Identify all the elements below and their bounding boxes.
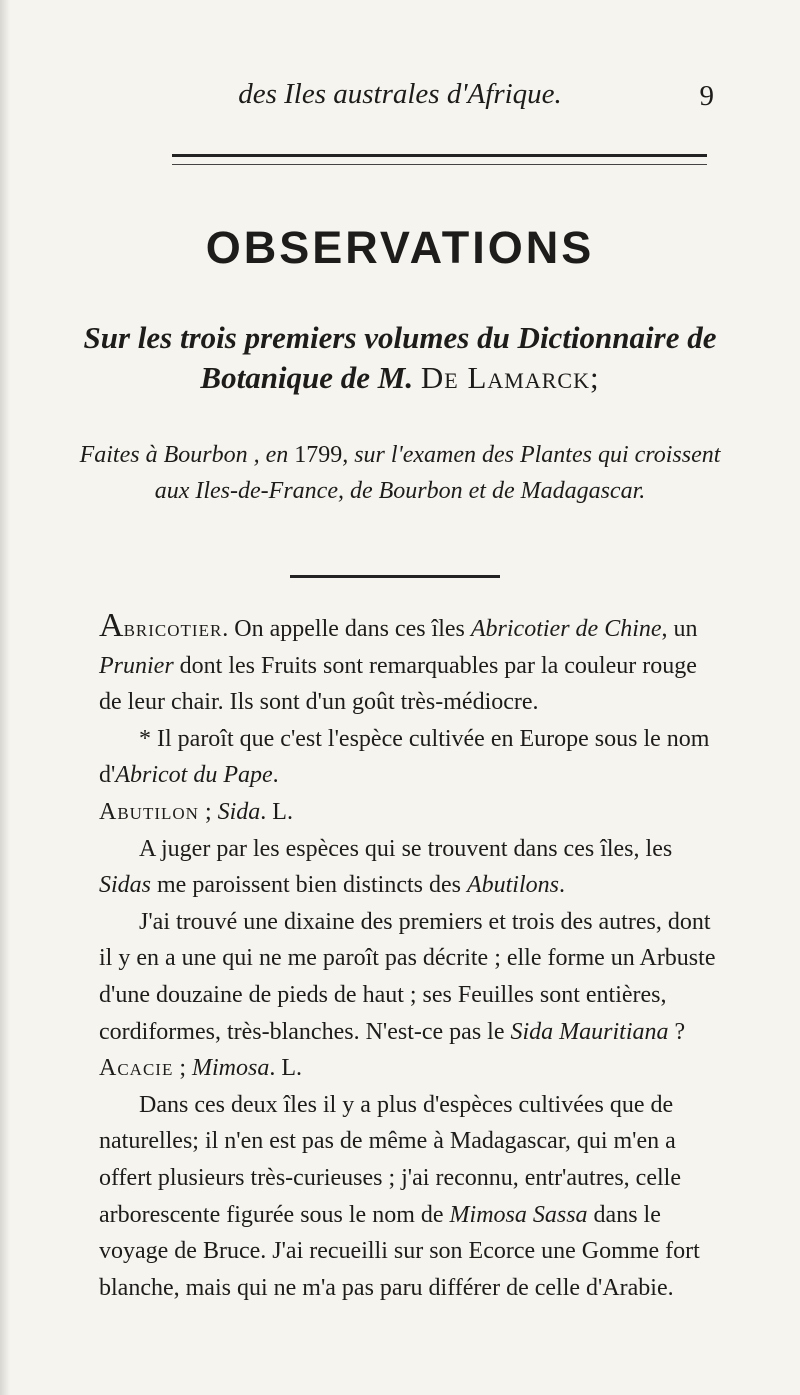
entry-authority: . L. [269, 1055, 303, 1082]
entry-text: ? [668, 1018, 686, 1045]
entry-italic: Mimosa Sassa [449, 1201, 588, 1228]
note-line-1a: Faites à Bourbon , en [79, 442, 295, 468]
entry-abutilon-p2 [99, 904, 719, 1050]
body-text [99, 608, 719, 1306]
entry-text: , un [661, 616, 698, 642]
subtitle-line-2 [0, 360, 800, 396]
header-rule [172, 154, 707, 165]
entry-text: ; [173, 1055, 193, 1082]
subtitle-botanique: Botanique de M. [200, 360, 414, 395]
entry-head-abricotier: bricotier [123, 616, 223, 642]
running-title: des Iles australes d'Afrique. [238, 78, 562, 110]
page-gutter-shadow [0, 0, 10, 1395]
note-line-1 [0, 442, 800, 469]
page-number: 9 [699, 80, 714, 112]
entry-text: dont les Fruits sont remarquables par la couleur rouge de leur chair. Ils sont d'un goût très-médiocre. [99, 652, 697, 716]
entry-text: . [558, 872, 565, 899]
entry-genus: Sida [217, 798, 261, 825]
entry-abutilon-p1 [99, 831, 719, 904]
entry-text: dans le voyage de Bruce. J'ai recueilli sur son Ecorce une Gomme fort blanche, mais qui ne m'a pas paru différer de celle d'Arabie. [99, 1201, 700, 1301]
entry-authority: . L. [260, 798, 293, 825]
note-line-1b: , sur l'examen des Plantes qui croissent [342, 442, 721, 468]
entry-abricotier-note [99, 721, 719, 794]
entry-italic: Sidas [99, 872, 152, 899]
note-line-2: aux Iles-de-France, de Bourbon et de Madagascar. [154, 478, 646, 504]
entry-text: J'ai trouvé une dixaine des premiers et trois des autres, dont il y en a une qui ne me paroît pas décrite ; elle forme un Arbuste d'une douzaine de pieds de haut ; ses Feuilles sont entières, cordiformes, très-blanches. N'est-ce pas le [99, 908, 716, 1045]
entry-text: ; [198, 798, 218, 825]
running-head [0, 78, 800, 118]
entry-italic: Abricotier de Chine [470, 616, 662, 642]
entry-genus: Mimosa [192, 1055, 270, 1082]
section-rule [290, 575, 500, 578]
note-year: 1799 [294, 442, 343, 468]
drop-initial: A [99, 607, 124, 644]
entry-text: A juger par les espèces qui se trouvent dans ces îles, les [139, 835, 673, 862]
entry-italic: Prunier [99, 652, 174, 679]
entry-abricotier [99, 608, 719, 721]
entry-acacie [99, 1050, 719, 1087]
entry-italic: Abricot du Pape [115, 762, 273, 789]
section-heading: OBSERVATIONS [205, 222, 595, 273]
entry-text: Dans ces deux îles il y a plus d'espèces cultivées que de naturelles; il n'en est pas de même à Madagascar, qui m'en a offert plusieurs très-curieuses ; j'ai reconnu, entr'autres, celle arborescente figurée sous le nom de [99, 1091, 681, 1228]
entry-head-acacie: Acacie [99, 1055, 174, 1082]
entry-head-abutilon: Abutilon [99, 798, 199, 825]
entry-abutilon [99, 794, 719, 831]
subtitle-line-1: Sur les trois premiers volumes du Dictionnaire de [83, 320, 717, 355]
entry-text: * Il paroît que c'est l'espèce cultivée en Europe sous le nom d' [99, 725, 710, 789]
entry-text: . On appelle dans ces îles [222, 616, 471, 642]
entry-text: . [272, 762, 279, 789]
entry-italic: Abutilons [466, 872, 559, 899]
subtitle-author: De Lamarck [420, 360, 590, 395]
entry-text: me paroissent bien distincts des [151, 872, 467, 899]
subtitle-end: ; [589, 360, 600, 395]
entry-acacie-p [99, 1087, 719, 1307]
entry-italic: Sida Mauritiana [510, 1018, 669, 1045]
